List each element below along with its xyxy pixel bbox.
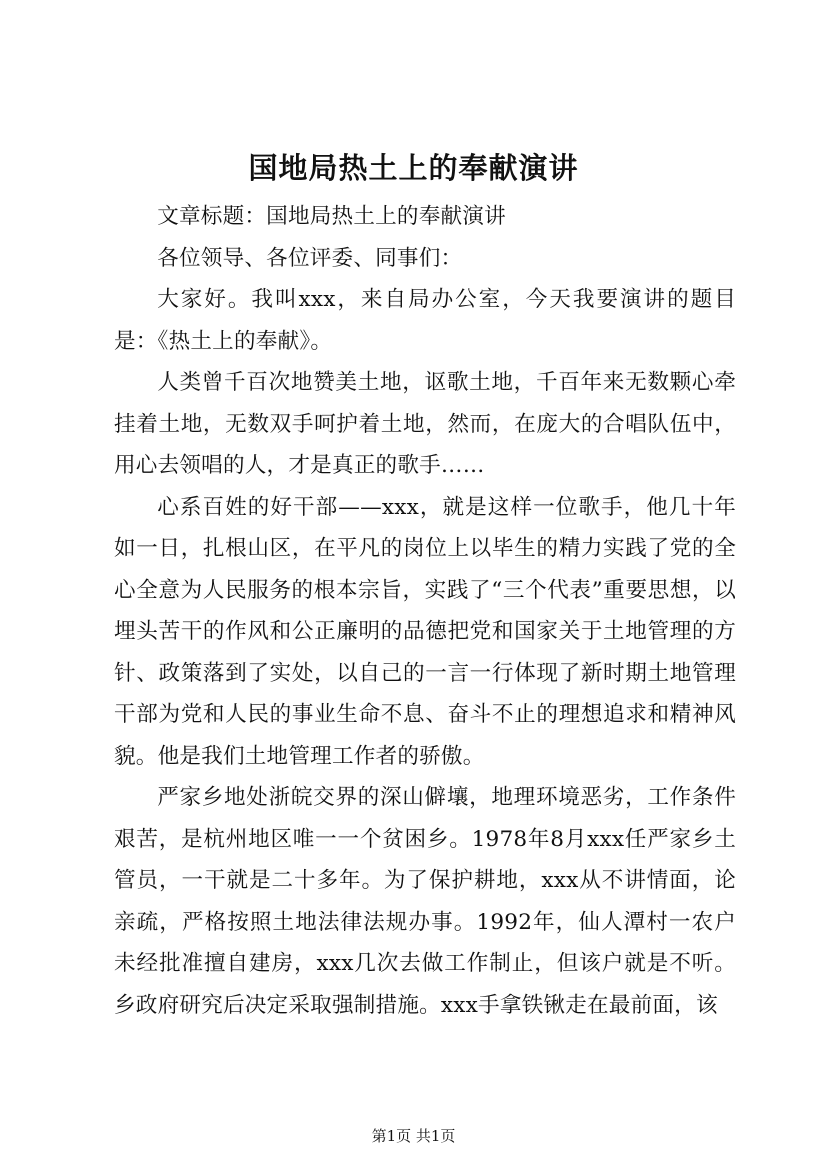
- paragraph-profile: 心系百姓的好干部——xxx，就是这样一位歌手，他几十年如一日，扎根山区，在平凡的岗位上以毕生的精力实践了党的全心全意为人民服务的根本宗旨，实践了“三个代表”重要思想，以埋头苦干的作风和公正廉明的品德把党和国家关于土地管理的方针、政策落到了实处，以自己的一言一行体现了新时期土地管理干部为党和人民的事业生命不息、奋斗不止的理想追求和精神风貌。他是我们土地管理工作者的骄傲。: [114, 494, 736, 769]
- document-title: 国地局热土上的奉献演讲: [248, 151, 579, 185]
- document-body: [114, 196, 736, 1026]
- paragraph-intro: 人类曾千百次地赞美土地，讴歌土地，千百年来无数颗心牵挂着土地，无数双手呵护着土地，然而，在庞大的合唱队伍中，用心去领唱的人，才是真正的歌手……: [114, 370, 736, 478]
- paragraph-article-title: 文章标题：国地局热土上的奉献演讲: [157, 204, 506, 229]
- paragraph-salutation: 各位领导、各位评委、同事们：: [157, 245, 463, 271]
- page-footer: 第1页 共1页: [371, 1127, 456, 1145]
- paragraph-story: 严家乡地处浙皖交界的深山僻壤，地理环境恶劣，工作条件艰苦，是杭州地区唯一一个贫困乡。1978年8月xxx任严家乡土管员，一干就是二十多年。为了保护耕地，xxx从不讲情面，论亲疏，严格按照土地法律法规办事。1992年，仙人潭村一农户未经批准擅自建房，xxx几次去做工作制止，但该户就是不听。乡政府研究后决定采取强制措施。xxx手拿铁锹走在最前面，该: [114, 785, 736, 1018]
- paragraph-greeting: 大家好。我叫xxx，来自局办公室，今天我要演讲的题目是：《热土上的奉献》。: [114, 287, 736, 354]
